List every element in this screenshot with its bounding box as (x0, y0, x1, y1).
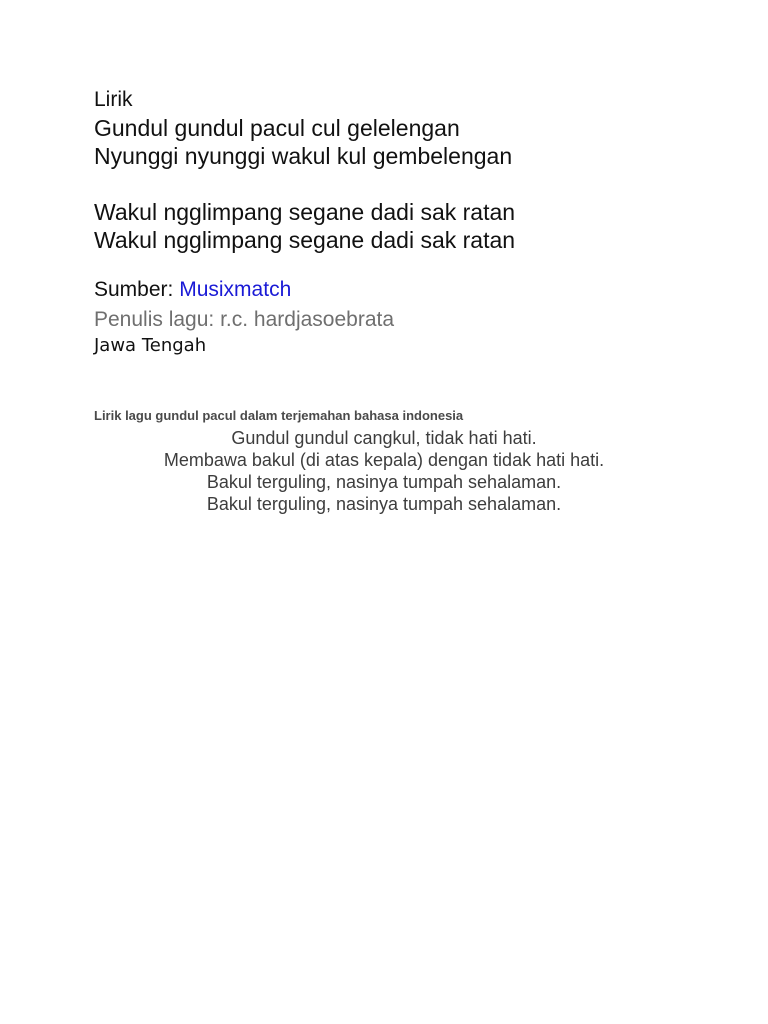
lyrics-line: Gundul gundul pacul cul gelelengan (94, 115, 460, 141)
region-line: Jawa Tengah (94, 335, 207, 356)
songwriter-line: Penulis lagu: r.c. hardjasoebrata (94, 308, 395, 331)
source-prefix: Sumber: (94, 278, 174, 301)
source-line (94, 277, 291, 303)
lyrics-line: Wakul ngglimpang segane dadi sak ratan (94, 227, 516, 253)
lyrics-label: Lirik (94, 88, 133, 111)
translation-line: Bakul terguling, nasinya tumpah sehalaman. (206, 472, 562, 492)
lyrics-line: Nyunggi nyunggi wakul kul gembelengan (94, 143, 513, 169)
translation-heading: Lirik lagu gundul pacul dalam terjemahan bahasa indonesia (94, 408, 464, 423)
translation-line: Gundul gundul cangkul, tidak hati hati. (231, 428, 537, 448)
lyrics-stanza-1 (94, 114, 512, 170)
translation-line: Bakul terguling, nasinya tumpah sehalaman. (206, 494, 562, 514)
translation-block (0, 427, 768, 515)
lyrics-stanza-2 (94, 198, 515, 254)
translation-line: Membawa bakul (di atas kepala) dengan tidak hati hati. (163, 450, 605, 470)
source-link[interactable]: Musixmatch (179, 278, 292, 301)
lyrics-line: Wakul ngglimpang segane dadi sak ratan (94, 199, 516, 225)
